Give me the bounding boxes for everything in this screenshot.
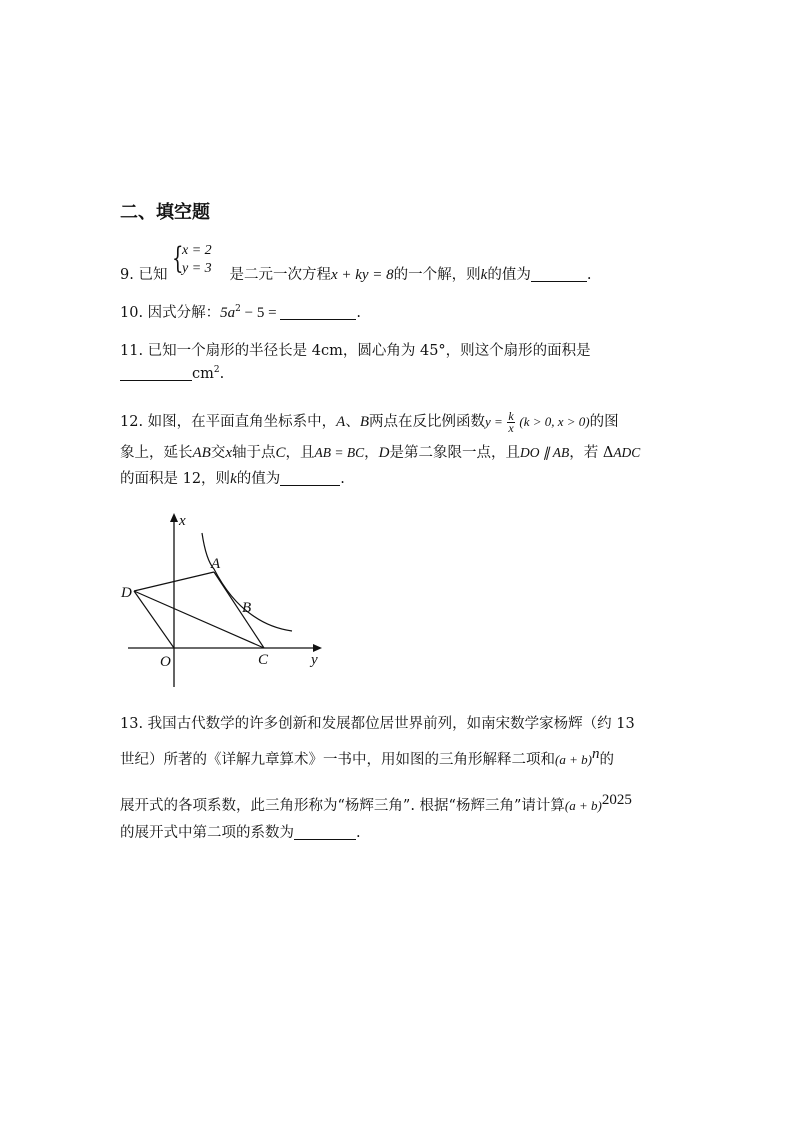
- section-title: 二、填空题: [120, 202, 210, 223]
- q12-frac-num: k: [508, 408, 514, 423]
- q12-line2-c: 轴于点: [232, 445, 276, 461]
- q12-answer-blank[interactable]: [280, 471, 340, 486]
- q12-eq: AB = BC: [314, 445, 365, 460]
- label-x: x: [179, 513, 186, 529]
- q12-line2-e: ，: [364, 445, 379, 461]
- question-13-line-3: [120, 792, 632, 815]
- q12-x: x: [225, 445, 232, 461]
- q13-line2-b: 的: [599, 751, 614, 768]
- q10-answer-blank[interactable]: [280, 305, 356, 320]
- coordinate-figure: [110, 505, 335, 690]
- q12-fraction: [507, 408, 514, 435]
- q9-var-k: k: [480, 267, 488, 283]
- q12-par: DO ∥ AB: [519, 445, 570, 460]
- q10-expr-sup: 2: [235, 304, 241, 315]
- q12-line1-c: 的图: [589, 414, 619, 430]
- q13-line2-a: 世纪）所著的《详解九章算术》一书中，用如图的三角形解释二项和: [120, 751, 555, 768]
- vertical-axis-arrow: [170, 513, 178, 522]
- q13-expr2-sup: 2025: [601, 792, 632, 808]
- q10-expr-a: 5a: [220, 305, 236, 321]
- label-C: C: [258, 652, 269, 668]
- q12-AB: AB: [192, 445, 211, 461]
- q9-tail1: 的一个解，则: [393, 267, 481, 283]
- system-brace: {: [172, 241, 184, 276]
- q12-C: C: [275, 445, 286, 461]
- q13-answer-blank[interactable]: [294, 825, 356, 840]
- q12-B: B: [359, 414, 370, 430]
- q10-number: 10.: [120, 305, 144, 321]
- horizontal-axis-arrow: [313, 644, 322, 652]
- q10-end: .: [356, 305, 361, 321]
- q9-lead: 已知: [138, 267, 168, 283]
- label-A: A: [211, 556, 221, 572]
- q9-tail2: 的值为: [487, 267, 531, 283]
- q11-answer-blank[interactable]: [120, 366, 192, 381]
- question-11-line-1: 11. 已知一个扇形的半径长是 4cm，圆心角为 45°，则这个扇形的面积是: [120, 343, 591, 359]
- q11-unit: cm: [192, 365, 214, 382]
- q9-number: 9.: [120, 267, 134, 283]
- question-12-line-3: [120, 467, 345, 488]
- question-12-line-2: [120, 441, 640, 462]
- q12-line1-a: 12. 如图，在平面直角坐标系中，: [120, 414, 337, 430]
- question-12-line-1: [120, 410, 619, 434]
- q10-lead: 因式分解：: [147, 305, 221, 321]
- q12-sep: 、: [345, 414, 360, 430]
- q12-line2-f: 是第二象限一点，且: [389, 445, 520, 461]
- question-9: [120, 263, 591, 284]
- q10-expr-b: − 5 =: [240, 305, 281, 321]
- q13-line4-a: 的展开式中第二项的系数为: [120, 825, 294, 841]
- q12-line1-b: 两点在反比例函数: [369, 414, 486, 430]
- q12-func-cond: (k > 0, x > 0): [519, 414, 590, 429]
- label-O: O: [160, 654, 171, 670]
- question-13-line-1: 13. 我国古代数学的许多创新和发展都位居世界前列，如南宋数学家杨辉（约 13: [120, 716, 635, 732]
- q12-ADC: ADC: [613, 445, 641, 460]
- q11-end: .: [219, 365, 225, 382]
- q11-unit-sup: 2: [213, 365, 220, 375]
- label-y: y: [311, 652, 318, 668]
- q9-mid: 是二元一次方程: [229, 267, 331, 283]
- system-row-1: x = 2: [182, 243, 212, 258]
- q9-answer-blank[interactable]: [531, 267, 587, 282]
- q12-line2-a: 象上，延长: [120, 445, 193, 461]
- question-11-line-2: [120, 365, 224, 382]
- q12-k: k: [230, 471, 237, 487]
- q12-D: D: [378, 445, 390, 461]
- q12-A: A: [336, 414, 346, 430]
- q13-expr2: (a + b): [564, 797, 602, 813]
- system-row-2: y = 3: [182, 261, 212, 276]
- q12-end: .: [340, 471, 345, 487]
- q13-line3-a: 展开式的各项系数，此三角形称为“杨辉三角”. 根据“杨辉三角”请计算: [120, 797, 565, 814]
- label-B: B: [242, 600, 252, 616]
- label-D: D: [121, 585, 132, 601]
- q12-line3-a: 的面积是 12，则: [120, 471, 231, 487]
- q13-expr1-sup: n: [591, 746, 600, 762]
- q12-line2-d: ，且: [285, 445, 315, 461]
- question-10: [120, 301, 361, 322]
- q12-line2-g: ，若 Δ: [569, 445, 614, 461]
- q12-frac-den: x: [508, 420, 514, 435]
- q9-end: .: [586, 267, 592, 283]
- q12-line3-b: 的值为: [236, 471, 281, 487]
- question-13-line-4: [120, 821, 361, 842]
- q9-equation: x + ky = 8: [330, 267, 394, 283]
- q13-expr1: (a + b): [555, 751, 592, 767]
- q12-func-y: y =: [485, 414, 503, 429]
- hyperbola-curve: [202, 533, 292, 631]
- q12-line2-b: 交: [210, 445, 226, 461]
- q13-end: .: [356, 825, 361, 841]
- question-13-line-2: [120, 746, 614, 769]
